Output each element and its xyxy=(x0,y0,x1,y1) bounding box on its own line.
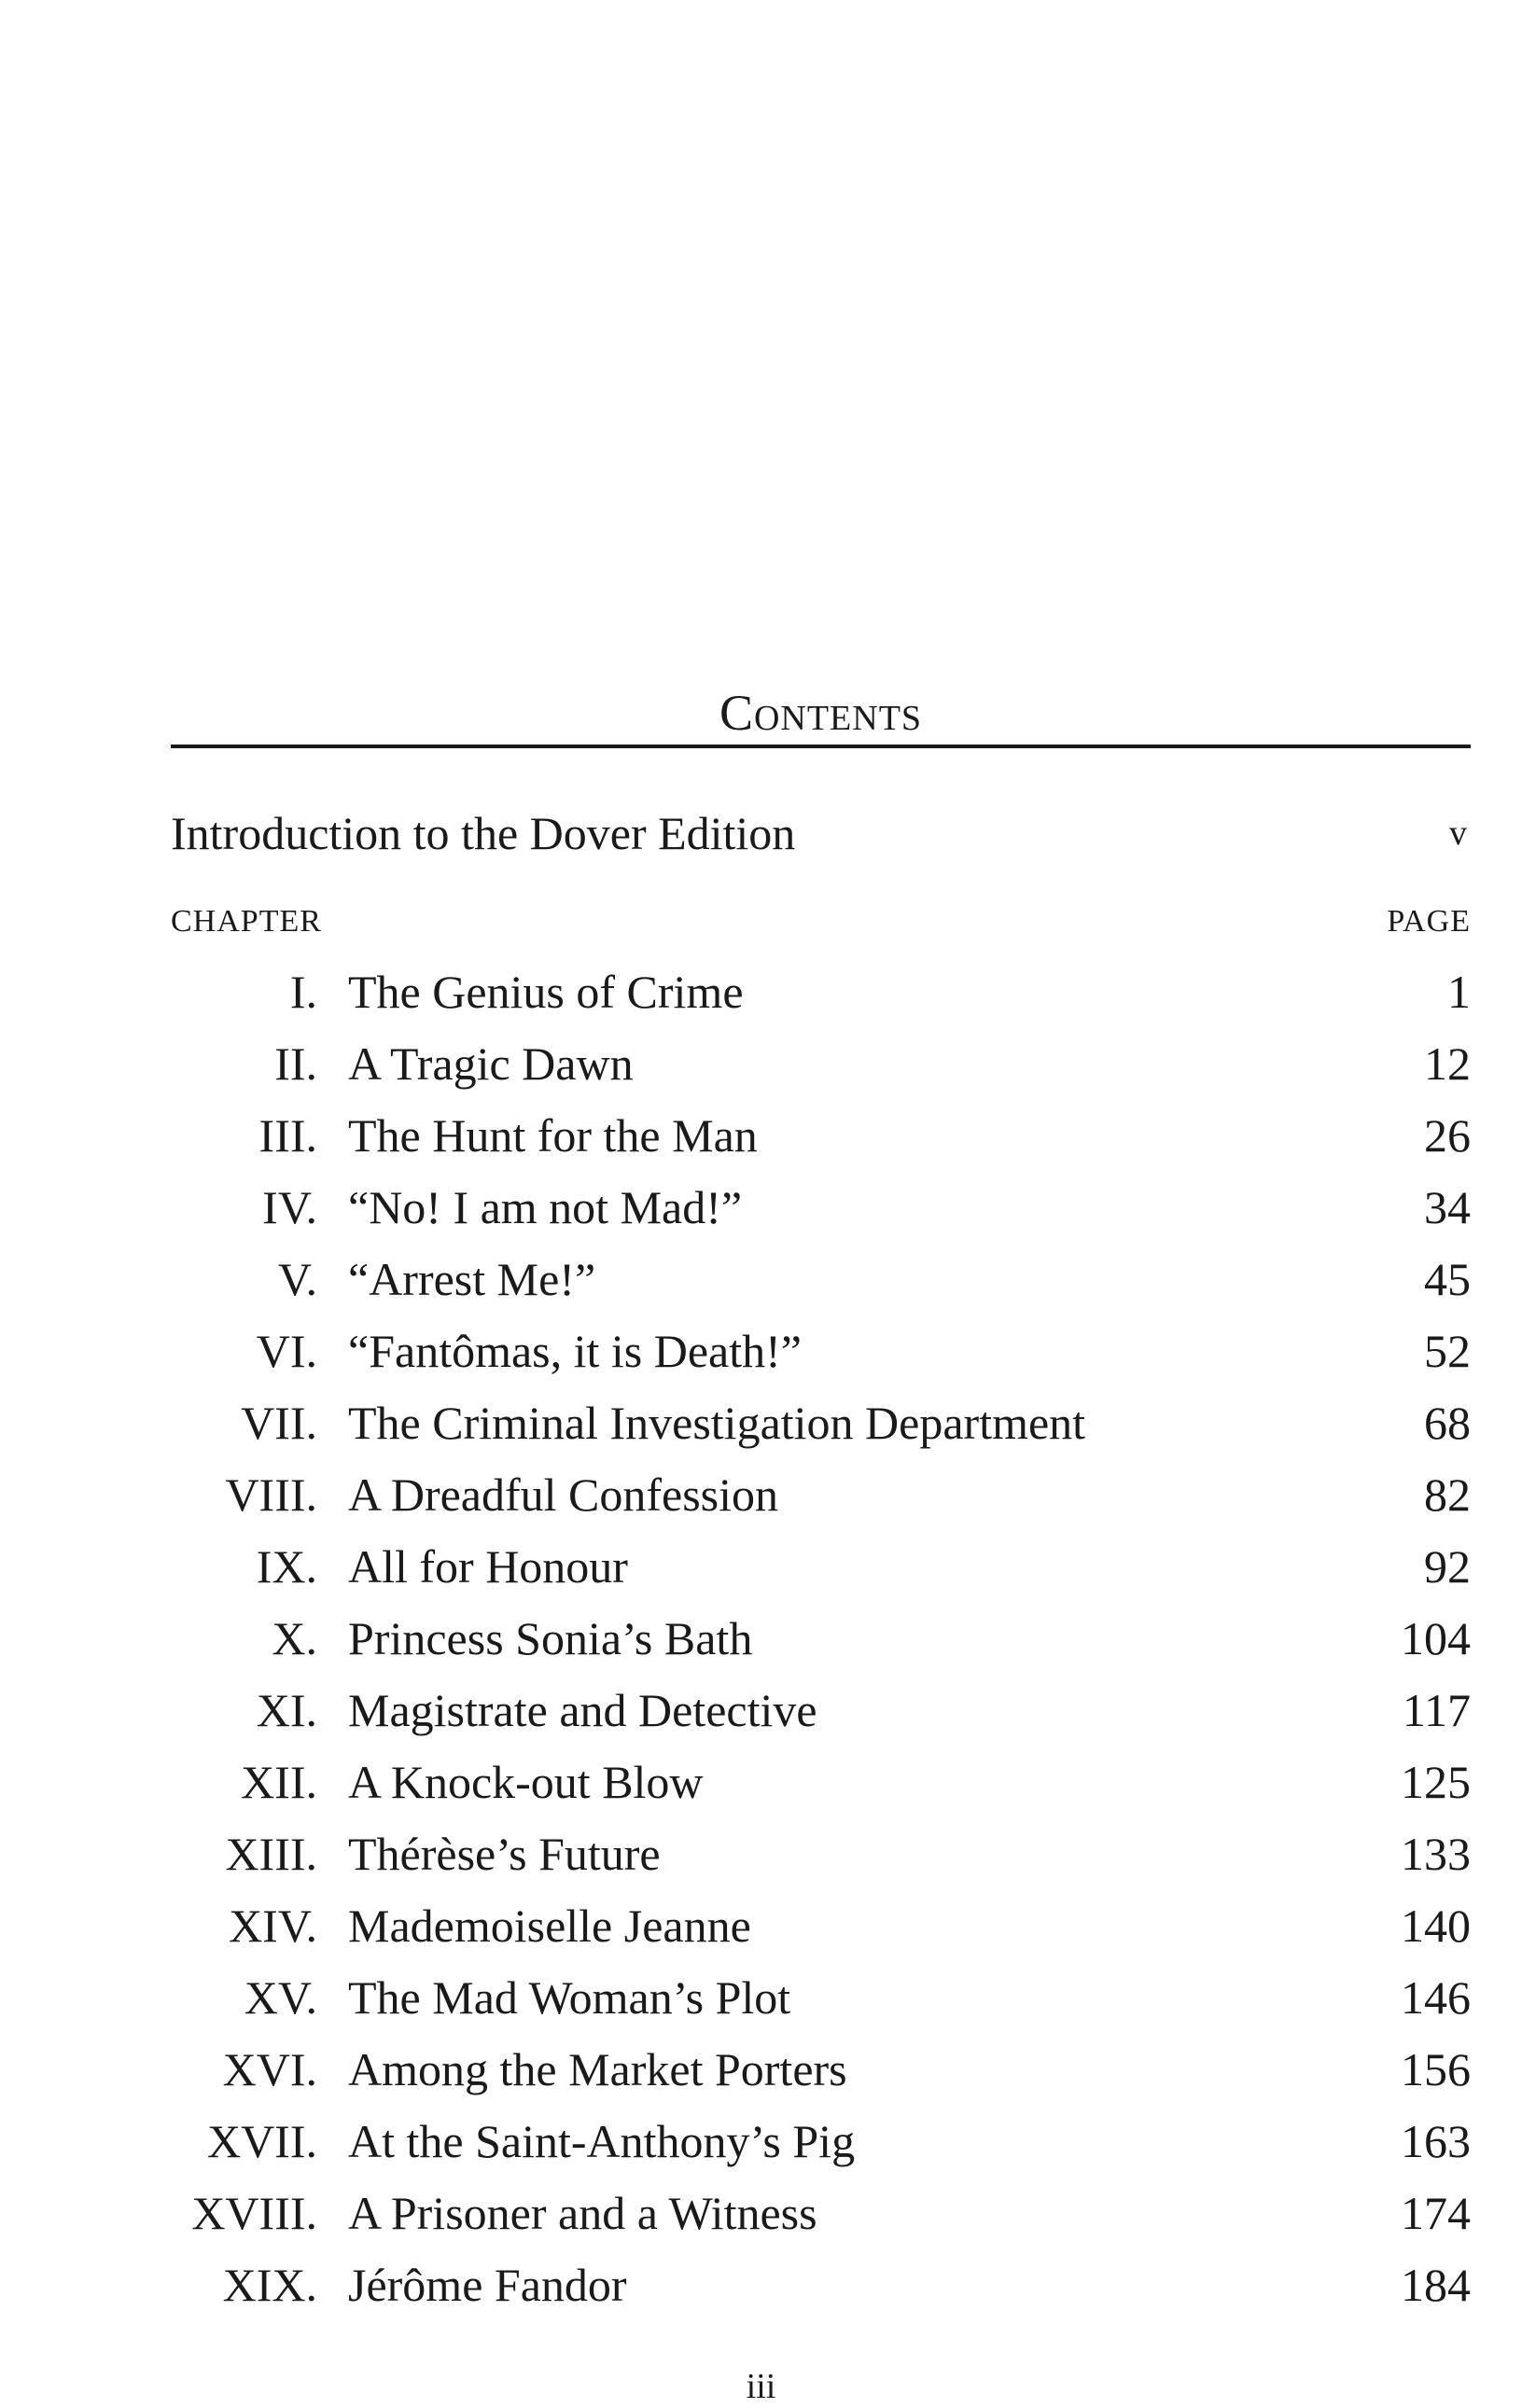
chapter-page-number: 68 xyxy=(1424,1397,1471,1449)
chapter-number: V. xyxy=(277,1253,317,1305)
chapter-title: A Dreadful Confession xyxy=(348,1468,779,1521)
page-folio: iii xyxy=(746,2367,776,2406)
chapter-list xyxy=(171,961,1471,2326)
chapter-entry xyxy=(171,1823,1471,1895)
chapter-entry xyxy=(171,2254,1471,2326)
chapter-page-number: 34 xyxy=(1424,1181,1471,1233)
chapter-title: A Knock-out Blow xyxy=(348,1756,704,1808)
chapter-number: XVII. xyxy=(206,2115,317,2167)
chapter-title: The Mad Woman’s Plot xyxy=(348,1971,791,2024)
chapter-title: A Prisoner and a Witness xyxy=(348,2187,817,2239)
chapter-number: XV. xyxy=(244,1971,317,2024)
chapter-entry xyxy=(171,1895,1471,1967)
chapter-page-number: 26 xyxy=(1424,1109,1471,1162)
chapter-title: “Arrest Me!” xyxy=(348,1253,596,1305)
chapter-entry xyxy=(171,1033,1471,1105)
chapter-entry xyxy=(171,1751,1471,1823)
chapter-entry xyxy=(171,2182,1471,2254)
chapter-entry xyxy=(171,2110,1471,2182)
chapter-page-number: 104 xyxy=(1401,1612,1471,1664)
chapter-number: VI. xyxy=(256,1325,317,1377)
chapter-entry xyxy=(171,1679,1471,1751)
chapter-title: Jérôme Fandor xyxy=(348,2259,627,2311)
intro-title: Introduction to the Dover Edition xyxy=(171,807,796,859)
chapter-number: XII. xyxy=(241,1756,317,1808)
chapter-number: III. xyxy=(258,1109,317,1162)
chapter-number: II. xyxy=(274,1037,317,1090)
chapter-page-number: 1 xyxy=(1447,966,1471,1018)
chapter-entry xyxy=(171,1536,1471,1608)
chapter-title: At the Saint-Anthony’s Pig xyxy=(348,2115,856,2167)
contents-heading: Contents xyxy=(719,685,923,741)
heading-rule xyxy=(171,745,1471,748)
chapter-title: The Hunt for the Man xyxy=(348,1109,758,1162)
chapter-page-number: 146 xyxy=(1401,1971,1471,2024)
chapter-page-number: 184 xyxy=(1401,2259,1471,2311)
chapter-title: Thérèse’s Future xyxy=(348,1828,661,1880)
chapter-number: XVI. xyxy=(222,2043,317,2095)
chapter-page-number: 45 xyxy=(1424,1253,1471,1305)
chapter-title: Magistrate and Detective xyxy=(348,1684,817,1736)
chapter-entry xyxy=(171,2039,1471,2110)
chapter-page-number: 156 xyxy=(1401,2043,1471,2095)
chapter-page-number: 52 xyxy=(1424,1325,1471,1377)
chapter-page-number: 125 xyxy=(1401,1756,1471,1808)
chapter-number: X. xyxy=(272,1612,317,1664)
chapter-title: All for Honour xyxy=(348,1540,628,1593)
chapter-page-number: 12 xyxy=(1424,1037,1471,1090)
chapter-page-number: 92 xyxy=(1424,1540,1471,1593)
chapter-title: Mademoiselle Jeanne xyxy=(348,1900,751,1952)
chapter-number: I. xyxy=(289,966,317,1018)
chapter-number: VIII. xyxy=(225,1468,317,1521)
chapter-number: VII. xyxy=(241,1397,317,1449)
chapter-page-number: 82 xyxy=(1424,1468,1471,1521)
chapter-number: IX. xyxy=(256,1540,317,1593)
chapter-entry xyxy=(171,961,1471,1033)
chapter-entry xyxy=(171,1392,1471,1464)
chapter-entry xyxy=(171,1464,1471,1536)
chapter-number: XIV. xyxy=(229,1900,317,1952)
chapter-entry xyxy=(171,1967,1471,2039)
chapter-page-number: 140 xyxy=(1401,1900,1471,1952)
chapter-title: Princess Sonia’s Bath xyxy=(348,1612,753,1664)
chapter-entry xyxy=(171,1176,1471,1248)
chapter-page-number: 117 xyxy=(1402,1684,1471,1736)
page-column-header: PAGE xyxy=(1387,904,1471,939)
chapter-title: The Criminal Investigation Department xyxy=(348,1397,1086,1449)
chapter-number: XI. xyxy=(256,1684,317,1736)
chapter-title: “Fantômas, it is Death!” xyxy=(348,1325,802,1377)
intro-entry xyxy=(171,802,1471,864)
chapter-number: XIII. xyxy=(225,1828,317,1880)
chapter-title: The Genius of Crime xyxy=(348,966,744,1018)
chapter-page-number: 174 xyxy=(1401,2187,1471,2239)
chapter-number: XVIII. xyxy=(191,2187,317,2239)
chapter-entry xyxy=(171,1105,1471,1176)
chapter-entry xyxy=(171,1248,1471,1320)
chapter-page-number: 163 xyxy=(1401,2115,1471,2167)
chapter-number: IV. xyxy=(262,1181,317,1233)
chapter-page-number: 133 xyxy=(1401,1828,1471,1880)
chapter-title: “No! I am not Mad!” xyxy=(348,1181,743,1233)
chapter-title: A Tragic Dawn xyxy=(348,1037,634,1090)
chapter-entry xyxy=(171,1320,1471,1392)
column-headers xyxy=(171,901,1471,942)
chapter-number: XIX. xyxy=(222,2259,317,2311)
chapter-column-header: CHAPTER xyxy=(171,904,322,939)
intro-page-number: v xyxy=(1449,814,1467,853)
chapter-entry xyxy=(171,1608,1471,1679)
chapter-title: Among the Market Porters xyxy=(348,2043,847,2095)
